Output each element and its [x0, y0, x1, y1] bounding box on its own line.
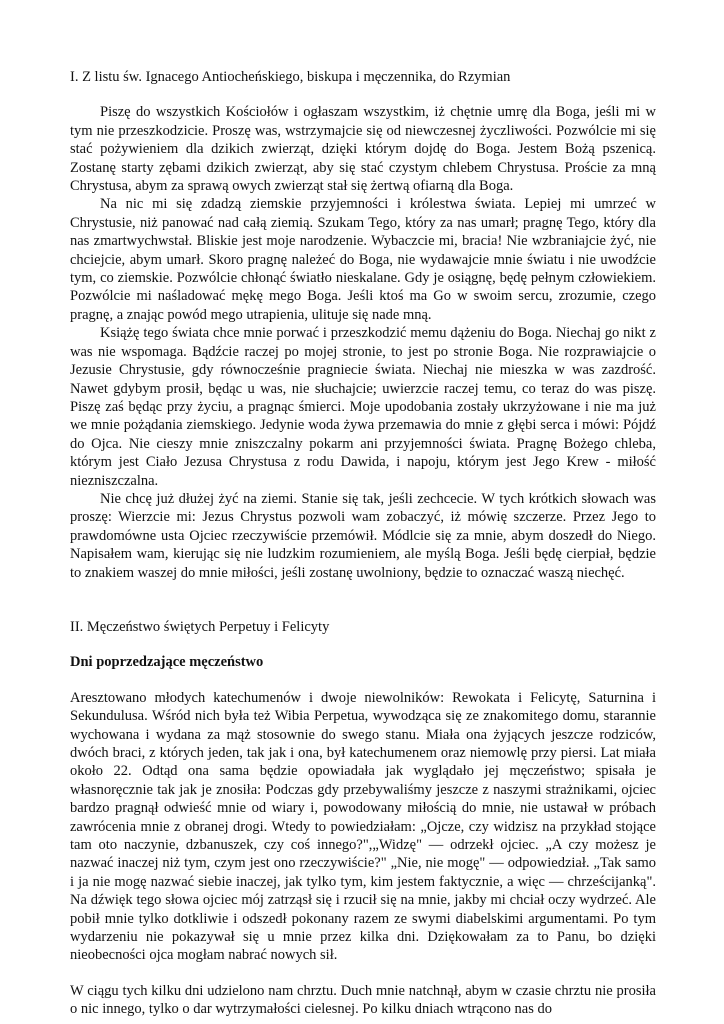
martyrdom-paragraph-1: Aresztowano młodych katechumenów i dwoje niewolników: Rewokata i Felicytę, Saturnina i Sekundulusa. Wśród nich była też Wibia Perpetua, wywodząca się ze znakomitego domu, starannie wychowana i wydana za mąż stosownie do swego stanu. Miała ona żyjących jeszcze rodziców, dwóch braci, z których jeden, tak jak i ona, był katechumenem oraz niemowlę przy piersi. Lat miała około 22. Odtąd ona sama będzie opowiadała jak wyglądało jej męczeństwo; spisała je własnoręcznie tak jak je znosiła: Podczas gdy przebywaliśmy jeszcze z naszymi strażnikami, ojciec bardzo pragnął odwieść mnie od wiary i, powodowany miłością do mnie, nie ustawał w próbach zawrócenia mnie z obranej drogi. Wtedy to powiedziałam: „Ojcze, czy widzisz na przykład stojące tam oto naczynie, dzbanuszek, czy coś innego?",„Widzę" — odrzekł ojciec. „A czy możesz je nazwać inaczej niż tym, czym jest ono rzeczywiście?" „Nie, nie mogę" — odpowiedział. „Tak samo i ja nie mogę nazwać siebie inaczej, jak tylko tym, kim jestem faktycznie, a więc — chrześcijanką". Na dźwięk tego słowa ojciec mój zatrząsł się i rzucił się na mnie, jakby mi chciał oczy wydrzeć. Ale pobił mnie tylko dotkliwie i odszedł pokonany razem ze swymi diabelskimi argumentami. Po tym wydarzeniu nie pokazywał się u mnie przez kilka dni. Dziękowałam za to Panu, bo dzięki nieobecności ojca mogłam nabrać nowych sił. [70, 689, 656, 964]
letter-title: I. Z listu św. Ignacego Antiocheńskiego, biskupa i męczennika, do Rzymian [70, 69, 511, 85]
martyrdom-paragraph-2: W ciągu tych kilku dni udzielono nam chrztu. Duch mnie natchnął, abym w czasie chrztu nie prosiła o nic innego, tylko o dar wytrzymałości cielesnej. Po kilku dniach wtrącono nas do [70, 982, 656, 1018]
letter-paragraph-4: Nie chcę już dłużej żyć na ziemi. Stanie się tak, jeśli zechcecie. W tych krótkich słowach was proszę: Wierzcie mi: Jezus Chrystus pozwoli wam zobaczyć, iż mówię szczerze. Przez Jego to prawdomówne usta Ojciec rzeczywiście przemówił. Módlcie się za mnie, abym doszedł do Niego. Napisałem wam, kierując się nie ludzkim rozumieniem, ale myślą Boga. Jeśli będę cierpiał, będzie to znakiem waszej do mnie miłości, jeśli zostanę uwolniony, będzie to oznaczać waszą niechęć. [70, 490, 656, 581]
letter-paragraph-2: Na nic mi się zdadzą ziemskie przyjemności i królestwa świata. Lepiej mi umrzeć w Chrystusie, niż panować nad całą ziemią. Szukam Tego, który za nas umarł; pragnę Tego, który dla nas zmartwychwstał. Bliskie jest moje narodzenie. Wybaczcie mi, bracia! Nie wzbraniajcie żyć, nie chciejcie, abym umarł. Skoro pragnę należeć do Boga, nie wydawajcie mnie światu i nie uwodźcie tym, co ziemskie. Pozwólcie chłonąć światło nieskalane. Gdy je osiągnę, będę pełnym człowiekiem. Pozwólcie mi naśladować mękę mego Boga. Jeśli ktoś ma Go w swoim sercu, zrozumie, czego pragnę, a znając powód mego utrapienia, ulituje się nade mną. [70, 196, 656, 323]
letter-paragraph-1: Piszę do wszystkich Kościołów i ogłaszam wszystkim, iż chętnie umrę dla Boga, jeśli mi w tym nie przeszkodzicie. Proszę was, wstrzymajcie się od niewczesnej życzliwości. Pozwólcie mi się stać pożywieniem dla dzikich zwierząt, dzięki którym dojdę do Boga. Jestem Bożą pszenicą. Zostanę starty zębami dzikich zwierząt, aby się stać czystym chlebem Chrystusa. Proście za mną Chrystusa, abym za sprawą owych zwierząt stał się żertwą ofiarną dla Boga. [70, 104, 656, 195]
letter-paragraph-3: Książę tego świata chce mnie porwać i przeszkodzić memu dążeniu do Boga. Niechaj go nikt z was nie wspomaga. Bądźcie raczej po mojej stronie, to jest po stronie Boga. Nie rozprawiajcie o Jezusie Chrystusie, gdy równocześnie pragniecie świata. Niechaj nie mieszka w was zazdrość. Nawet gdybym prosił, będąc u was, nie słuchajcie; uwierzcie raczej temu, co teraz do was piszę. Piszę zaś będąc przy życiu, a pragnąc śmierci. Moje upodobania zostały ukrzyżowane i nie ma już we mnie pożądania ziemskiego. Jedynie woda żywa przemawia do mnie z głębi serca i mówi: Pójdź do Ojca. Nie cieszy mnie zniszczalny pokarm ani przyjemności świata. Pragnę Bożego chleba, którym jest Ciało Jezusa Chrystusa z rodu Dawida, i napoju, którym jest Jego Krew - miłość niezniszczalna. [70, 325, 656, 489]
section-spacer [70, 582, 656, 618]
martyrdom-subtitle: Dni poprzedzające męczeństwo [70, 654, 264, 671]
martyrdom-title: II. Męczeństwo świętych Perpetuy i Felicyty [70, 618, 330, 635]
